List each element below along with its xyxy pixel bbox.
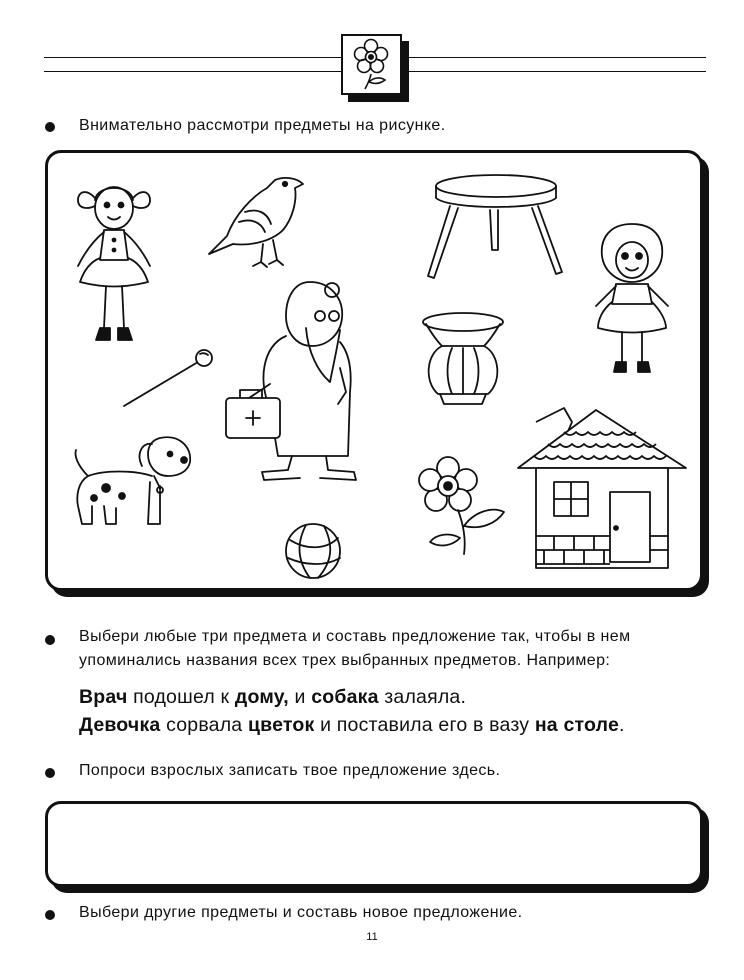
highlighted-word: собака <box>311 686 379 708</box>
highlighted-word: на столе <box>534 714 620 736</box>
sentence-text: и <box>288 686 312 708</box>
instruction-look: Внимательно рассмотри предметы на рисунке. <box>79 117 446 134</box>
vase-illustration <box>418 310 508 408</box>
bullet <box>45 768 55 778</box>
page-number: 11 <box>366 931 378 943</box>
answer-box[interactable] <box>45 801 703 887</box>
highlighted-word: Врач <box>79 686 128 708</box>
house-illustration <box>514 402 690 572</box>
instruction-choose-three-line2: упоминались названия всех трех выбранных предметов. Например: <box>79 652 611 669</box>
highlighted-word: дому, <box>234 686 289 708</box>
instruction-ask-adults: Попроси взрослых записать твое предложение здесь. <box>79 762 501 779</box>
flower-illustration <box>412 456 508 556</box>
example-sentence-2 <box>79 714 625 737</box>
instruction-choose-other: Выбери другие предметы и составь новое предложение. <box>79 904 523 921</box>
girl-illustration <box>64 170 164 352</box>
sentence-text: и поставила его в вазу <box>314 714 535 736</box>
example-sentence-1 <box>79 686 466 709</box>
highlighted-word: цветок <box>247 714 315 736</box>
header-flower-box <box>341 34 402 95</box>
sentence-text: подошел к <box>127 686 235 708</box>
ball-illustration <box>282 520 344 582</box>
doll-illustration <box>580 220 684 380</box>
sentence-text: залаяла. <box>378 686 467 708</box>
doctor-illustration <box>222 272 370 486</box>
sentence-text: . <box>619 714 625 736</box>
instruction-choose-three-line1: Выбери любые три предмета и составь предложение так, чтобы в нем <box>79 628 631 645</box>
sentence-text: сорвала <box>160 714 248 736</box>
flower-icon <box>343 36 400 93</box>
pin-illustration <box>120 348 216 410</box>
highlighted-word: Девочка <box>79 714 161 736</box>
bullet <box>45 910 55 920</box>
dog-illustration <box>64 426 196 530</box>
bird-illustration <box>205 168 307 270</box>
bullet <box>45 635 55 645</box>
table-illustration <box>420 172 572 280</box>
bullet <box>45 122 55 132</box>
